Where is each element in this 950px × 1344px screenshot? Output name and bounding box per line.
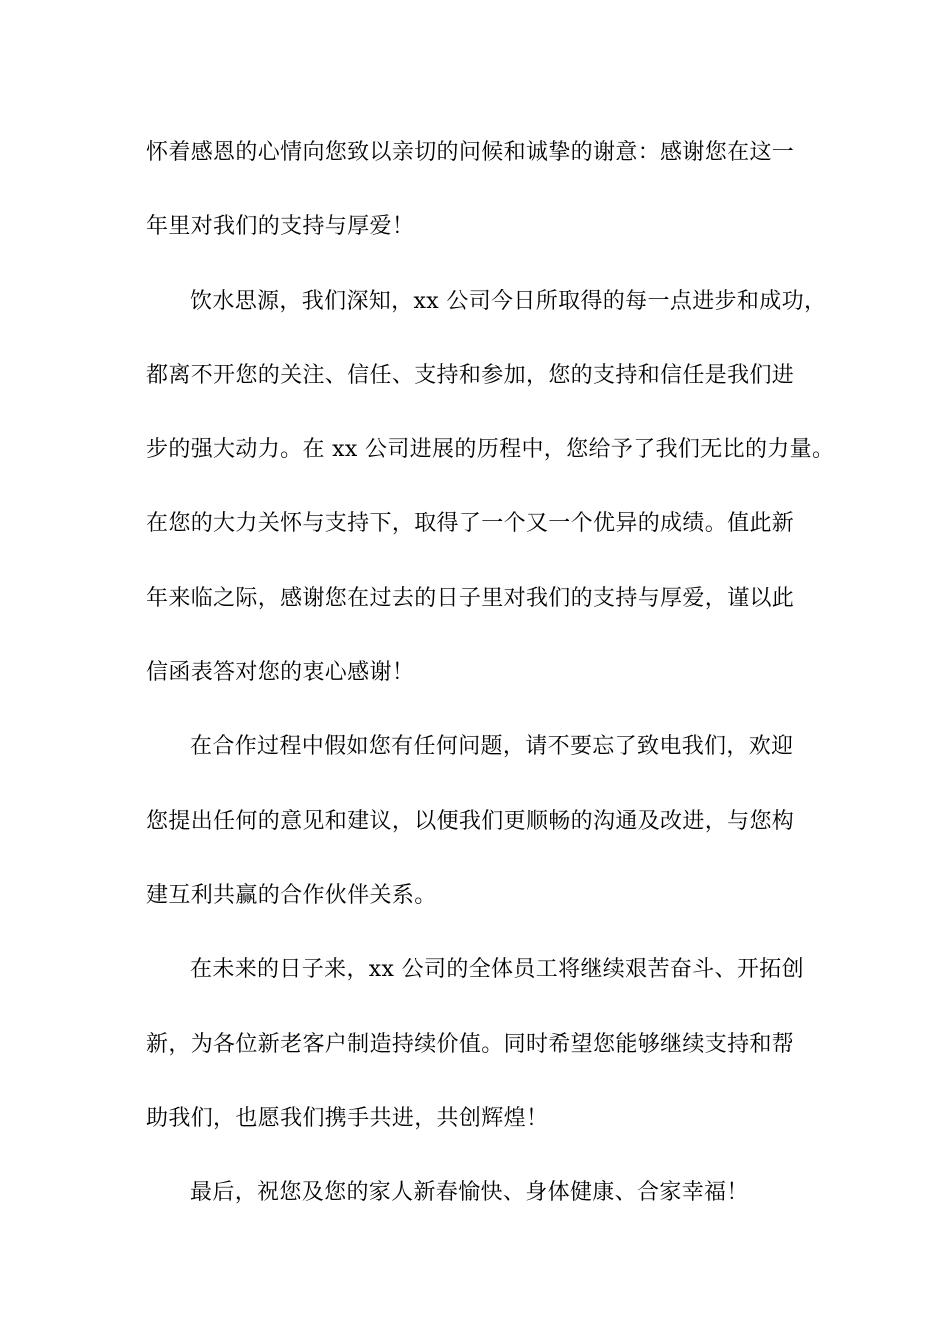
- text-line: 在您的大力关怀与支持下，取得了一个又一个优异的成绩。值此新: [146, 511, 795, 536]
- text-line: 步的强大动力。在 xx 公司进展的历程中，您给予了我们无比的力量。: [146, 437, 835, 462]
- text-line: 信函表答对您的衷心感谢！: [146, 660, 415, 685]
- text-line: 建互利共赢的合作伙伴关系。: [146, 883, 437, 908]
- paragraph-start-line: 在未来的日子来，xx 公司的全体员工将继续艰苦奋斗、开拓创: [190, 957, 804, 982]
- text-line: 怀着感恩的心情向您致以亲切的问候和诚挚的谢意：感谢您在这一: [146, 140, 795, 165]
- paragraph-start-line: 在合作过程中假如您有任何问题，请不要忘了致电我们，欢迎: [190, 734, 794, 759]
- text-line: 年来临之际，感谢您在过去的日子里对我们的支持与厚爱，谨以此: [146, 586, 795, 611]
- text-line: 助我们，也愿我们携手共进，共创辉煌！: [146, 1106, 549, 1131]
- text-line: 都离不开您的关注、信任、支持和参加，您的支持和信任是我们进: [146, 363, 795, 388]
- text-line: 年里对我们的支持与厚爱！: [146, 214, 415, 239]
- paragraph-start-line: 饮水思源，我们深知，xx 公司今日所取得的每一点进步和成功，: [190, 289, 827, 314]
- text-line: 您提出任何的意见和建议，以便我们更顺畅的沟通及改进，与您构: [146, 809, 795, 834]
- text-line: 新，为各位新老客户制造持续价值。同时希望您能够继续支持和帮: [146, 1032, 795, 1057]
- paragraph-start-line: 最后，祝您及您的家人新春愉快、身体健康、合家幸福！: [190, 1180, 749, 1205]
